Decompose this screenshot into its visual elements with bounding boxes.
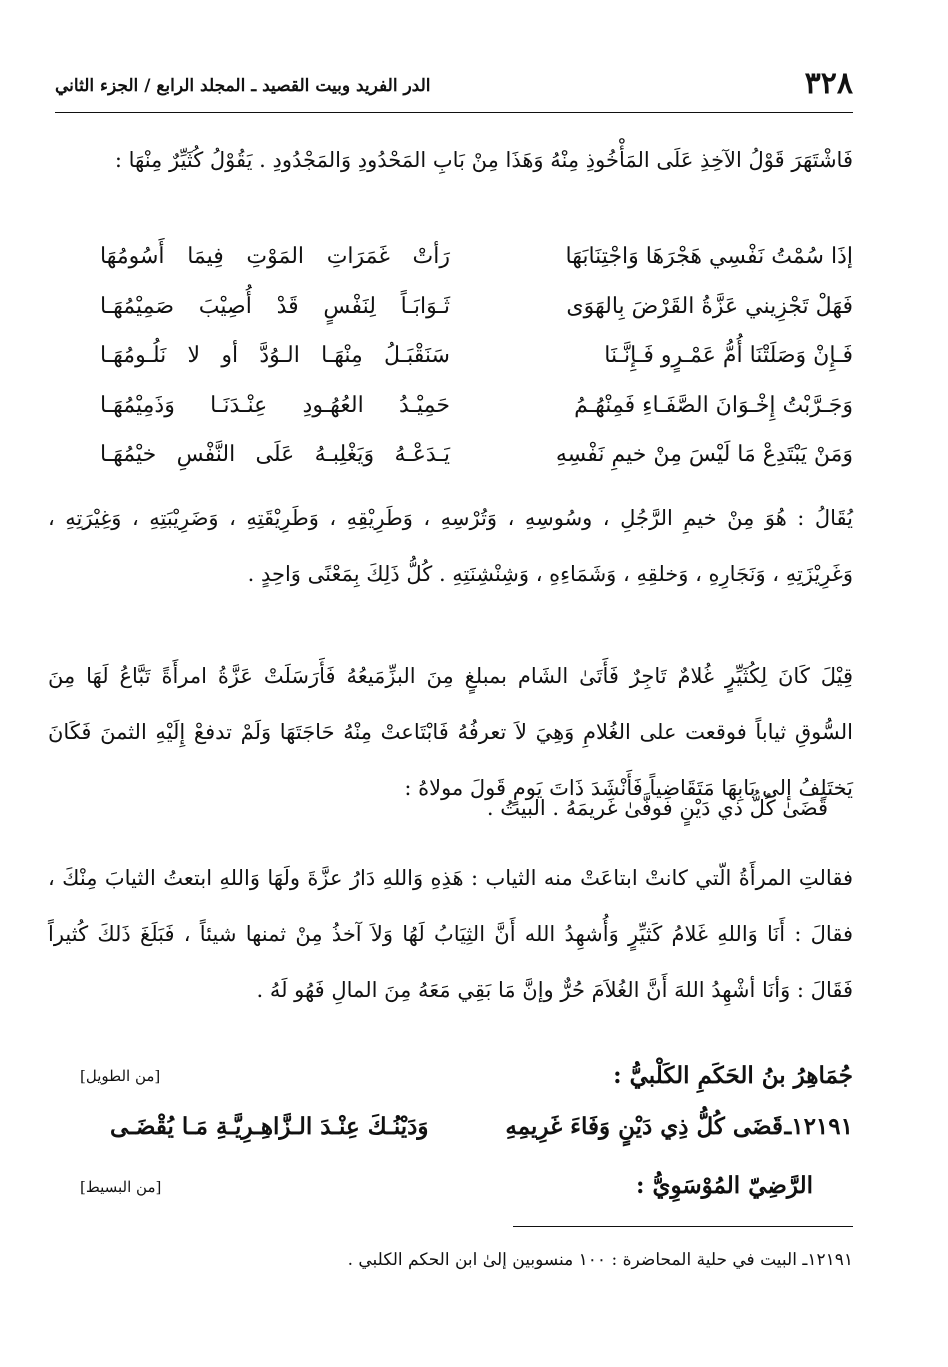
paragraph-intro: فَاشْتَهَرَ قَوْلُ الآخِذِ عَلَى المَأْخُوذِ مِنْهُ وَهَذَا مِنْ بَابِ المَحْدُودِ وَالمَجْدُودِ . يَقُوْلُ كُثَيِّرٌ مِنْهَا : xyxy=(114,148,853,172)
verse-first-hemistich: وَمَنْ يَبْتَدِعْ مَا لَيْسَ مِنْ خيمِ نَفْسِهِ xyxy=(555,442,853,467)
poem-verse xyxy=(100,290,853,340)
footnote: ١٢١٩١ـ البيت في حلية المحاضرة : ١٠٠ منسوبين إلىٰ ابن الحكم الكلبي . xyxy=(347,1250,853,1270)
verse-first-hemistich: إذَا سُمْتُ نَفْسِي هَجْرَهَا وَاجْتِنَابَهَا xyxy=(565,244,853,269)
verse-second-hemistich: ثَـوَابَـاً لِنَفْسٍ قَدْ أُصِيْبَ صَمِيْمُهَـا xyxy=(100,293,450,319)
poem-verse xyxy=(100,240,853,290)
header-rule xyxy=(55,112,853,113)
verse-second-hemistich: سَنَقْبَـلُ مِنْهَـا الـوُدَّ أو لا نَلُـومُهَـا xyxy=(100,343,450,368)
poem-block xyxy=(100,240,853,488)
running-title: الدر الفريد وبيت القصيد ـ المجلد الرابع / الجزء الثاني xyxy=(55,76,431,96)
poem-verse xyxy=(100,339,853,389)
quoted-verse: قَضَىٰ كُلُّ ذي دَيْنٍ فوفَّىٰ غَريمَهُ . البيتُ . xyxy=(486,796,828,820)
poet-heading: الرَّضِيّ المُوْسَوِيُّ : xyxy=(635,1172,813,1199)
poem-verse xyxy=(100,438,853,488)
paragraph-story: قِيْلَ كَانَ لِكُثَيِّرٍ غُلامٌ تَاجِرٌ فَأَتَىٰ الشَام بمبلغٍ مِنَ البزِّمَيعُهُ فَأَرَسَلَتْ عَزَّةُ امرأَةً تَبَّاعُ لَهَا مِنَ السُّوقِ ثياباً فوقعت على الغُلامِ وَهِيَ لاَ تعرفُهُ فَابْتَاعتْ مِنْهُ حَاجَتَهَا وَلَمْ تدفعْ إِلَيْهِ الثمنَ فَكَانَ يَختَلِفُ إلى بَابِهَا مَتَقَاضِياً فَأَنْشَدَ ذَاتَ يَومٍ قَولَ مولاهُ : xyxy=(48,664,853,800)
verse-first-hemistich: فَهَلْ تَجْزِيني عَزَّةُ القَرْضَ بِالهَوَى xyxy=(566,293,853,319)
page-header xyxy=(55,66,853,106)
verse-second-hemistich: وَدَيْنُـكَ عِنْـدَ الـزَّاهِـرِيَّـةِ مَـا يُقْضَـى xyxy=(110,1113,429,1140)
paragraph-synonyms: يُقَالُ : هُوَ مِنْ خيمِ الرَّجُلِ ، وسُوسِهِ ، وَتُرْسِهِ ، وَطَرِيْقِهِ ، وَطَرِيْقَتِهِ ، وَضَرِيْبَتِهِ ، وَغِيْرَتِهِ ، وَغَرِيْزَتِهِ ، وَنَجَارِهِ ، وَخلقِهِ ، وَشَمَاءِهِ ، وَشِنْشِنَتِهِ . كُلُّ ذَلِكَ بِمَعْنًى وَاحِدٍ . xyxy=(48,506,854,586)
footnote-rule xyxy=(513,1226,853,1227)
meter-label: [من الطويل] xyxy=(80,1067,161,1085)
verse-first-hemistich: فَـإِنْ وَصَلَتْنَا أُمُّ عَمْـرٍو فَـإِنَّـنَا xyxy=(604,343,853,368)
verse-first-hemistich: قَضَى كُلُّ ذِي دَيْنٍ وَفَاءَ غَرِيمِهِ xyxy=(505,1113,783,1140)
verse-second-hemistich: رَأتْ غَمَرَاتِ المَوْتِ فِيمَا أَسُومُهَا xyxy=(100,244,450,269)
verse-number: ١٢١٩١ـ xyxy=(784,1113,853,1140)
poem-verse xyxy=(100,389,853,439)
page-number: ٣٢٨ xyxy=(804,66,853,101)
poet-heading: جُمَاهِرُ بنُ الحَكَمِ الكَلْبيُّ : xyxy=(613,1062,853,1089)
verse-first-hemistich: وَجَـرَّبْتُ إِخْـوَانَ الصَّفَـاءِ فَمِنْهُـمُ xyxy=(574,392,853,418)
meter-label: [من البسيط] xyxy=(80,1178,162,1196)
verse-second-hemistich: يَـدَعْـهُ وَيَغْلِبـهُ عَلَى النَّفْسِ خيْمُهَـا xyxy=(100,442,450,467)
paragraph-conclusion: فقالتِ المرأَةُ الّتي كانتْ ابتاعَتْ منه الثياب : هَذِهِ وَاللهِ دَارُ عزَّةَ ولَهَا وَاللهِ ابتعتُ الثيابَ مِنْكَ ، فقالَ : أَنَا وَاللهِ غَلامُ كَثيِّرٍ وَأُشهِدُ الله أَنَّ الثِيَابُ لَهُا وَلاَ آخذُ مِنْ ثمنها شيئاً ، فَبَلَغَ ذَلكَ كُثيراً فَقَالَ : وَأنَا أشْهِدُ اللهَ أَنَّ الغُلاَمَ حُرٌّ وإنَّ مَا بَقِي مَعَهُ مِنَ المالِ فَهُو لَهُ . xyxy=(48,866,853,1002)
verse-second-hemistich: حَمِيْـدُ العُهُـودِ عِنْـدَنَـا وَذَمِيْمُهَـا xyxy=(100,392,450,418)
